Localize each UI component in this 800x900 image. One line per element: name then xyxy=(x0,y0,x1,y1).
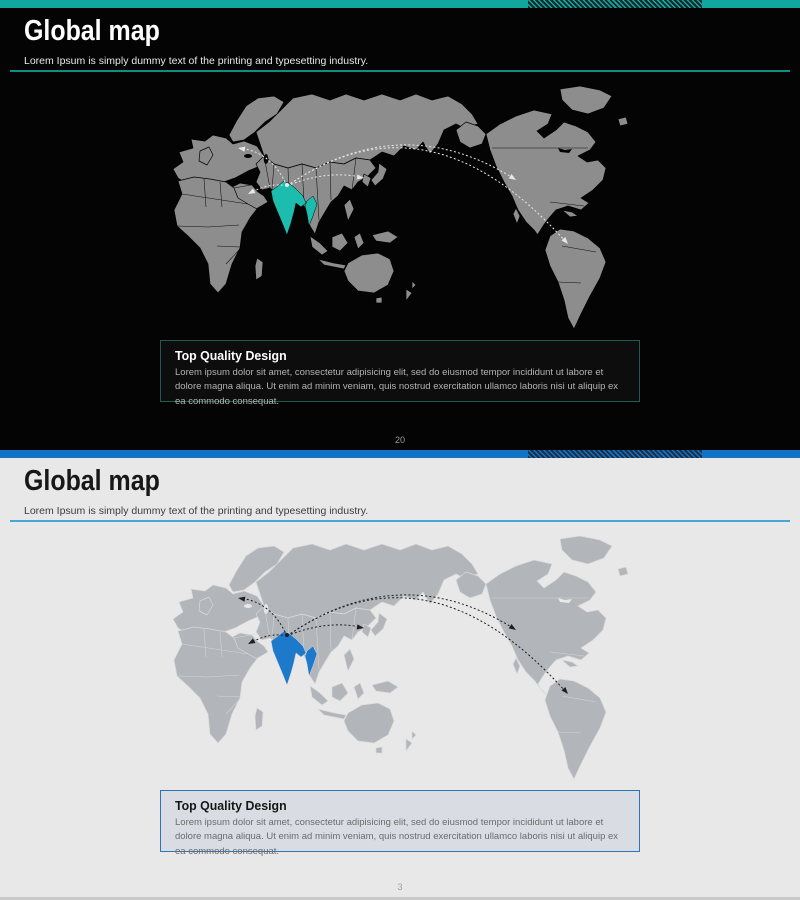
callout-title: Top Quality Design xyxy=(175,348,287,363)
slide-light[interactable] xyxy=(0,450,800,900)
slide-subtitle: Lorem Ipsum is simply dummy text of the printing and typesetting industry. xyxy=(24,55,369,67)
slide-title: Global map xyxy=(24,15,160,47)
callout-title: Top Quality Design xyxy=(175,798,287,813)
callout-box xyxy=(160,340,640,407)
world-map xyxy=(160,536,640,786)
page-number: 20 xyxy=(394,435,405,445)
callout-box xyxy=(160,790,640,857)
world-map xyxy=(160,86,640,336)
callout-body: Lorem ipsum dolor sit amet, consectetur adipisicing elit, sed do eiusmod tempor incididunt ut labore et dolore magna aliqua. Ut enim ad minim veniam, quis nostrud exercitation ullamco laboris nisi ut aliquip ex ea commodo consequat. xyxy=(175,367,619,407)
top-accent-bar xyxy=(0,0,800,8)
world-map-graphic xyxy=(160,86,640,336)
callout-body: Lorem ipsum dolor sit amet, consectetur adipisicing elit, sed do eiusmod tempor incididunt ut labore et dolore magna aliqua. Ut enim ad minim veniam, quis nostrud exercitation ullamco laboris nisi ut aliquip ex ea commodo consequat. xyxy=(175,817,619,857)
divider-line xyxy=(10,520,790,522)
hatch-pattern xyxy=(528,0,702,8)
world-map-graphic xyxy=(160,536,640,786)
slide-title: Global map xyxy=(24,465,160,497)
page-number: 3 xyxy=(397,882,403,892)
hatch-pattern xyxy=(528,450,702,458)
slide-subtitle: Lorem Ipsum is simply dummy text of the printing and typesetting industry. xyxy=(24,505,369,517)
divider-line xyxy=(10,70,790,72)
top-accent-bar xyxy=(0,450,800,458)
